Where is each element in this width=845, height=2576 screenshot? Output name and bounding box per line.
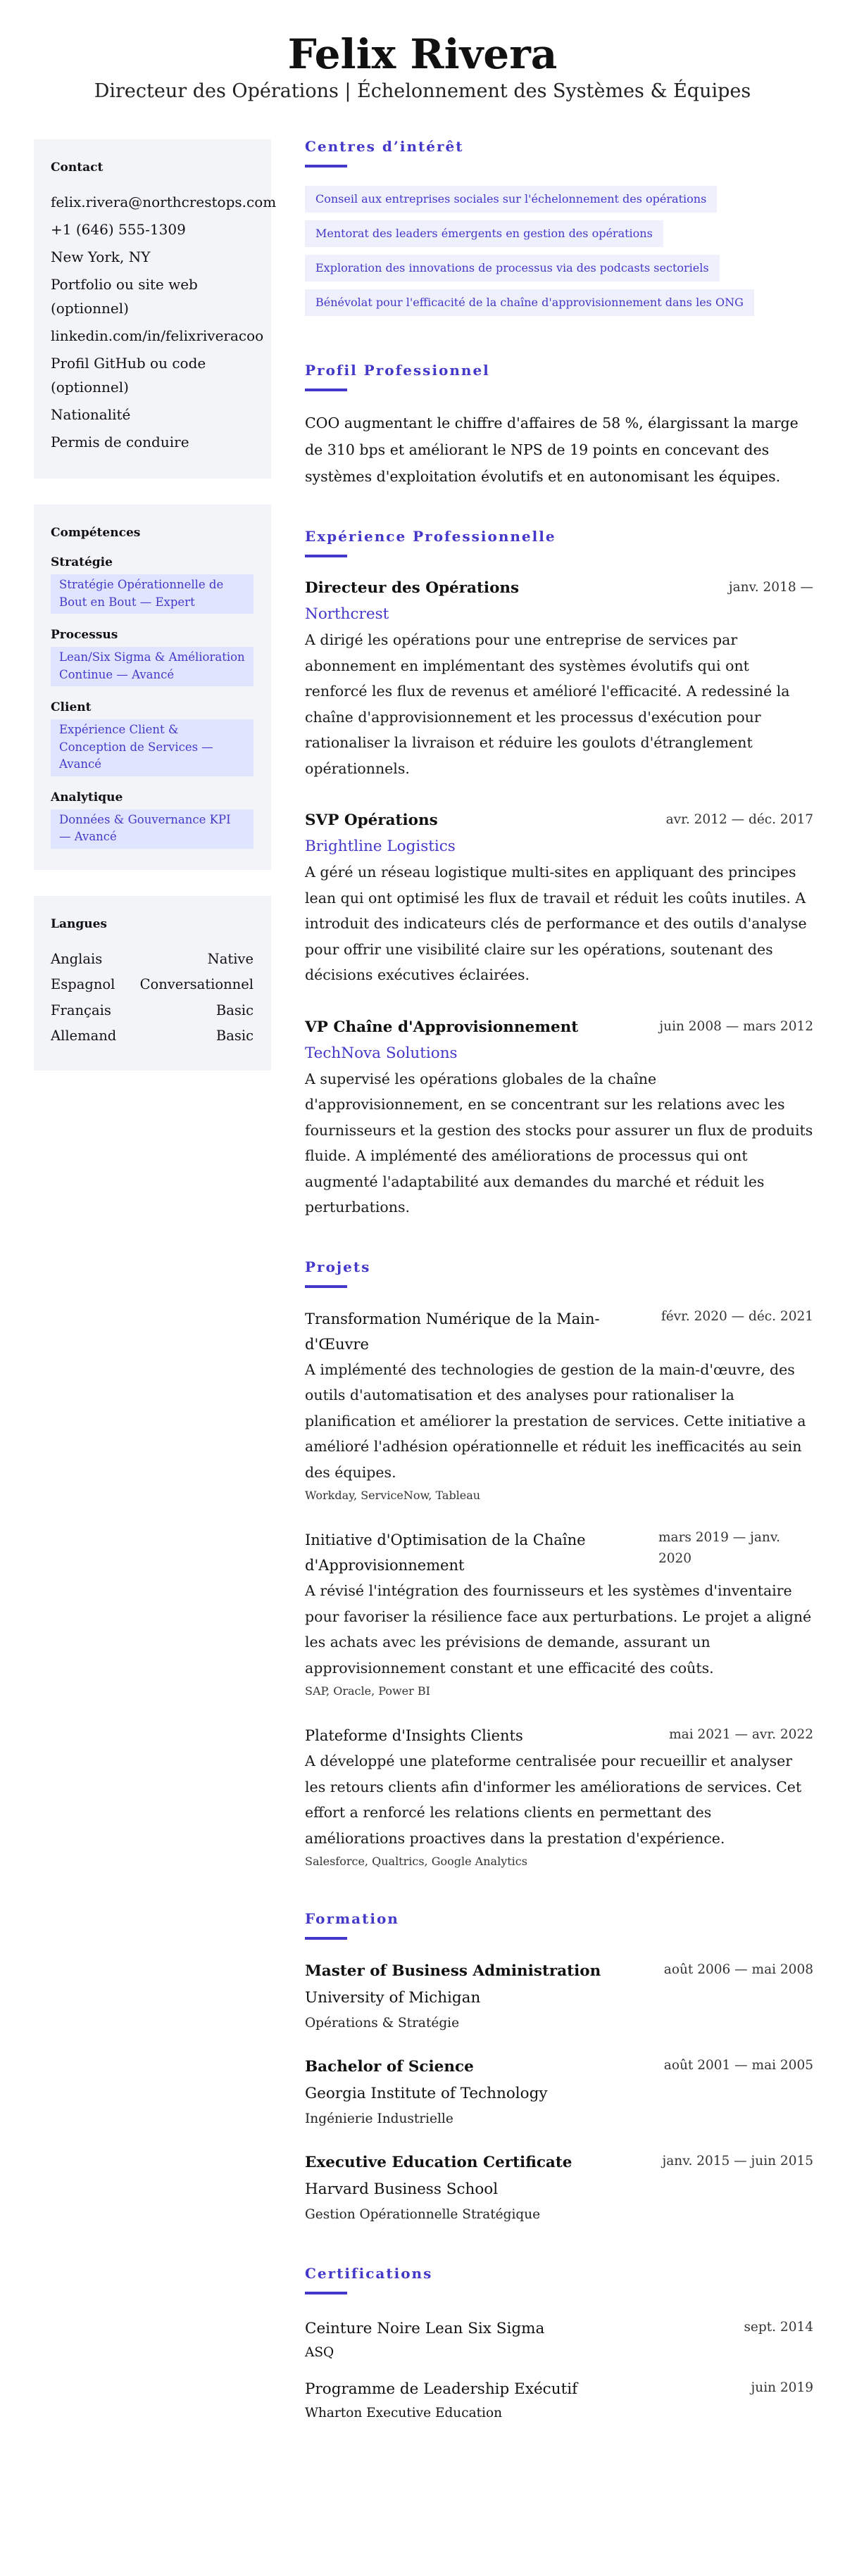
skill-category: Stratégie	[51, 555, 113, 569]
certification-item	[305, 2316, 813, 2363]
job-title: Directeur des Opérations	[305, 579, 520, 597]
certification-issuer: ASQ	[305, 2345, 334, 2360]
section-title: Expérience Professionnelle	[305, 528, 556, 545]
section-divider	[305, 389, 347, 391]
project-dates: févr. 2020 — déc. 2021	[661, 1308, 813, 1324]
degree: Executive Education Certificate	[305, 2154, 572, 2171]
contact-linkedin[interactable]: linkedin.com/in/felixriveracoo	[51, 327, 264, 344]
skills-title: Compétences	[51, 526, 141, 540]
experience-item	[305, 1015, 813, 1220]
language-row	[51, 947, 254, 973]
certification-name: Ceinture Noire Lean Six Sigma	[305, 2320, 545, 2337]
field-of-study: Opérations & Stratégie	[305, 2016, 460, 2031]
experience-section	[305, 528, 813, 1220]
languages-card	[34, 896, 271, 1071]
company-name: TechNova Solutions	[305, 1044, 458, 1062]
job-description: A géré un réseau logistique multi-sites en appliquant des principes lean qui ont optimisé les flux de travail et réduit les coûts inutiles. A introduit des indicateurs clés de performance et des outils d'analyse pour offrir une visibilité claire sur les opérations, soutenant des décisions exécutives éclairées.	[305, 864, 807, 983]
project-title: Plateforme d'Insights Clients	[305, 1727, 523, 1744]
certification-date: juin 2019	[751, 2380, 813, 2395]
interest-chip: Conseil aux entreprises sociales sur l'échelonnement des opérations	[305, 186, 717, 213]
profile-section	[305, 362, 813, 490]
project-tech: SAP, Oracle, Power BI	[305, 1684, 430, 1698]
company-name: Brightline Logistics	[305, 838, 456, 855]
skill-chip: Données & Gouvernance KPI — Avancé	[51, 809, 254, 849]
section-divider	[305, 165, 347, 168]
project-item	[305, 1306, 813, 1507]
education-item	[305, 1958, 813, 2035]
certifications-section	[305, 2265, 813, 2424]
project-item	[305, 1723, 813, 1872]
language-name: Anglais	[51, 950, 103, 967]
skill-category: Processus	[51, 628, 118, 642]
project-item	[305, 1527, 813, 1702]
projects-section	[305, 1258, 813, 1873]
candidate-headline: Directeur des Opérations | Échelonnement des Systèmes & Équipes	[94, 80, 751, 102]
skill-category: Analytique	[51, 790, 123, 804]
language-name: Espagnol	[51, 976, 115, 992]
certification-date: sept. 2014	[744, 2320, 813, 2335]
education-item	[305, 2054, 813, 2131]
language-level: Conversationnel	[139, 976, 254, 992]
contact-nationality: Nationalité	[51, 406, 131, 423]
sidebar	[34, 139, 277, 2463]
language-row	[51, 972, 254, 998]
contact-phone[interactable]: +1 (646) 555-1309	[51, 221, 186, 238]
profile-summary: COO augmentant le chiffre d'affaires de 58 %, élargissant la marge de 310 bps et améliorant le NPS de 19 points en concevant des systèmes d'exploitation évolutifs et en autonomisant les équipes.	[305, 415, 799, 485]
school: Harvard Business School	[305, 2180, 499, 2198]
skill-category: Client	[51, 700, 92, 714]
education-dates: août 2001 — mai 2005	[663, 2058, 813, 2073]
job-dates: janv. 2018 —	[728, 580, 813, 595]
contact-title: Contact	[51, 160, 104, 175]
experience-item	[305, 808, 813, 988]
education-dates: janv. 2015 — juin 2015	[662, 2154, 813, 2168]
project-description: A développé une plateforme centralisée pour recueillir et analyser les retours clients afin d'informer les améliorations de services. Cet effort a renforcé les relations clients en permettant des améliorations proactives dans la prestation d'expérience.	[305, 1753, 802, 1847]
experience-item	[305, 576, 813, 781]
language-row	[51, 1023, 254, 1049]
languages-title: Langues	[51, 916, 107, 931]
school: Georgia Institute of Technology	[305, 2085, 548, 2102]
field-of-study: Gestion Opérationnelle Stratégique	[305, 2207, 541, 2222]
language-level: Basic	[215, 1002, 254, 1018]
interests-section	[305, 138, 813, 324]
job-dates: avr. 2012 — déc. 2017	[665, 812, 813, 827]
section-title: Centres d’intérêt	[305, 138, 464, 155]
job-description: A supervisé les opérations globales de la chaîne d'approvisionnement, en se concentrant sur les relations avec les fournisseurs et la gestion des stocks pour assurer un flux de produits fluide. A implémenté des améliorations de processus qui ont augmenté l'adaptabilité aux demandes du marché et réduit les perturbations.	[305, 1070, 813, 1216]
skill-chip: Lean/Six Sigma & Amélioration Continue — Avancé	[51, 647, 254, 686]
project-tech: Workday, ServiceNow, Tableau	[305, 1489, 481, 1502]
degree: Master of Business Administration	[305, 1962, 601, 1980]
contact-license: Permis de conduire	[51, 434, 189, 450]
main-content	[305, 139, 813, 2463]
section-title: Profil Professionnel	[305, 362, 490, 379]
section-title: Certifications	[305, 2265, 433, 2282]
certification-name: Programme de Leadership Exécutif	[305, 2380, 578, 2398]
job-title: SVP Opérations	[305, 812, 438, 829]
skill-chip: Expérience Client & Conception de Services — Avancé	[51, 719, 254, 776]
contact-card	[34, 139, 277, 479]
education-dates: août 2006 — mai 2008	[663, 1962, 813, 1977]
job-description: A dirigé les opérations pour une entreprise de services par abonnement en implémentant des systèmes évolutifs qui ont renforcé les flux de revenus et amélioré l'efficacité. A redessiné la chaîne d'approvisionnement et les processus d'exécution pour rationaliser la livraison et réduire les goulots d'étranglement opérationnels.	[305, 631, 790, 777]
job-dates: juin 2008 — mars 2012	[659, 1018, 813, 1034]
project-description: A implémenté des technologies de gestion de la main-d'œuvre, des outils d'automatisation et des analyses pour rationaliser la planification et améliorer la prestation de services. Cette initiative a amélioré l'adhésion opérationnelle et réduit les inefficacités au sein des équipes.	[305, 1360, 806, 1481]
project-title: Initiative d'Optimisation de la Chaîne d'Approvisionnement	[305, 1532, 586, 1574]
degree: Bachelor of Science	[305, 2058, 474, 2076]
project-tech: Salesforce, Qualtrics, Google Analytics	[305, 1855, 527, 1868]
section-divider	[305, 1937, 347, 1940]
contact-portfolio[interactable]: Portfolio ou site web (optionnel)	[51, 276, 198, 317]
section-title: Formation	[305, 1910, 399, 1927]
language-name: Français	[51, 1002, 111, 1018]
project-dates: mars 2019 — janv. 2020	[658, 1530, 780, 1566]
interest-chip: Mentorat des leaders émergents en gestion des opérations	[305, 220, 663, 247]
section-title: Projets	[305, 1258, 371, 1275]
project-dates: mai 2021 — avr. 2022	[669, 1727, 813, 1742]
job-title: VP Chaîne d'Approvisionnement	[305, 1018, 579, 1036]
certification-issuer: Wharton Executive Education	[305, 2406, 503, 2420]
contact-email[interactable]: felix.rivera@northcrestops.com	[51, 194, 277, 210]
skills-card	[34, 505, 271, 870]
language-name: Allemand	[51, 1028, 117, 1044]
interest-chip: Bénévolat pour l'efficacité de la chaîne d'approvisionnement dans les ONG	[305, 289, 754, 316]
project-title: Transformation Numérique de la Main-d'Œuvre	[305, 1310, 600, 1353]
contact-github[interactable]: Profil GitHub ou code (optionnel)	[51, 355, 206, 396]
skill-chip: Stratégie Opérationnelle de Bout en Bout — Expert	[51, 574, 254, 614]
section-divider	[305, 1285, 347, 1288]
certification-item	[305, 2376, 813, 2424]
project-description: A révisé l'intégration des fournisseurs et les systèmes d'inventaire pour favoriser la résilience face aux perturbations. Le projet a aligné les achats avec les prévisions de demande, assurant un approvisionnement constant et une efficacité des coûts.	[305, 1582, 812, 1677]
candidate-name: Felix Rivera	[287, 30, 558, 78]
interest-chip: Exploration des innovations de processus via des podcasts sectoriels	[305, 255, 720, 282]
contact-location: New York, NY	[51, 248, 151, 265]
education-item	[305, 2149, 813, 2227]
school: University of Michigan	[305, 1989, 481, 2007]
section-divider	[305, 555, 347, 557]
resume-header	[0, 0, 845, 139]
education-section	[305, 1910, 813, 2227]
language-row	[51, 998, 254, 1024]
field-of-study: Ingénierie Industrielle	[305, 2111, 453, 2126]
company-name: Northcrest	[305, 605, 389, 623]
language-level: Basic	[215, 1028, 254, 1044]
section-divider	[305, 2292, 347, 2294]
language-level: Native	[207, 950, 254, 967]
